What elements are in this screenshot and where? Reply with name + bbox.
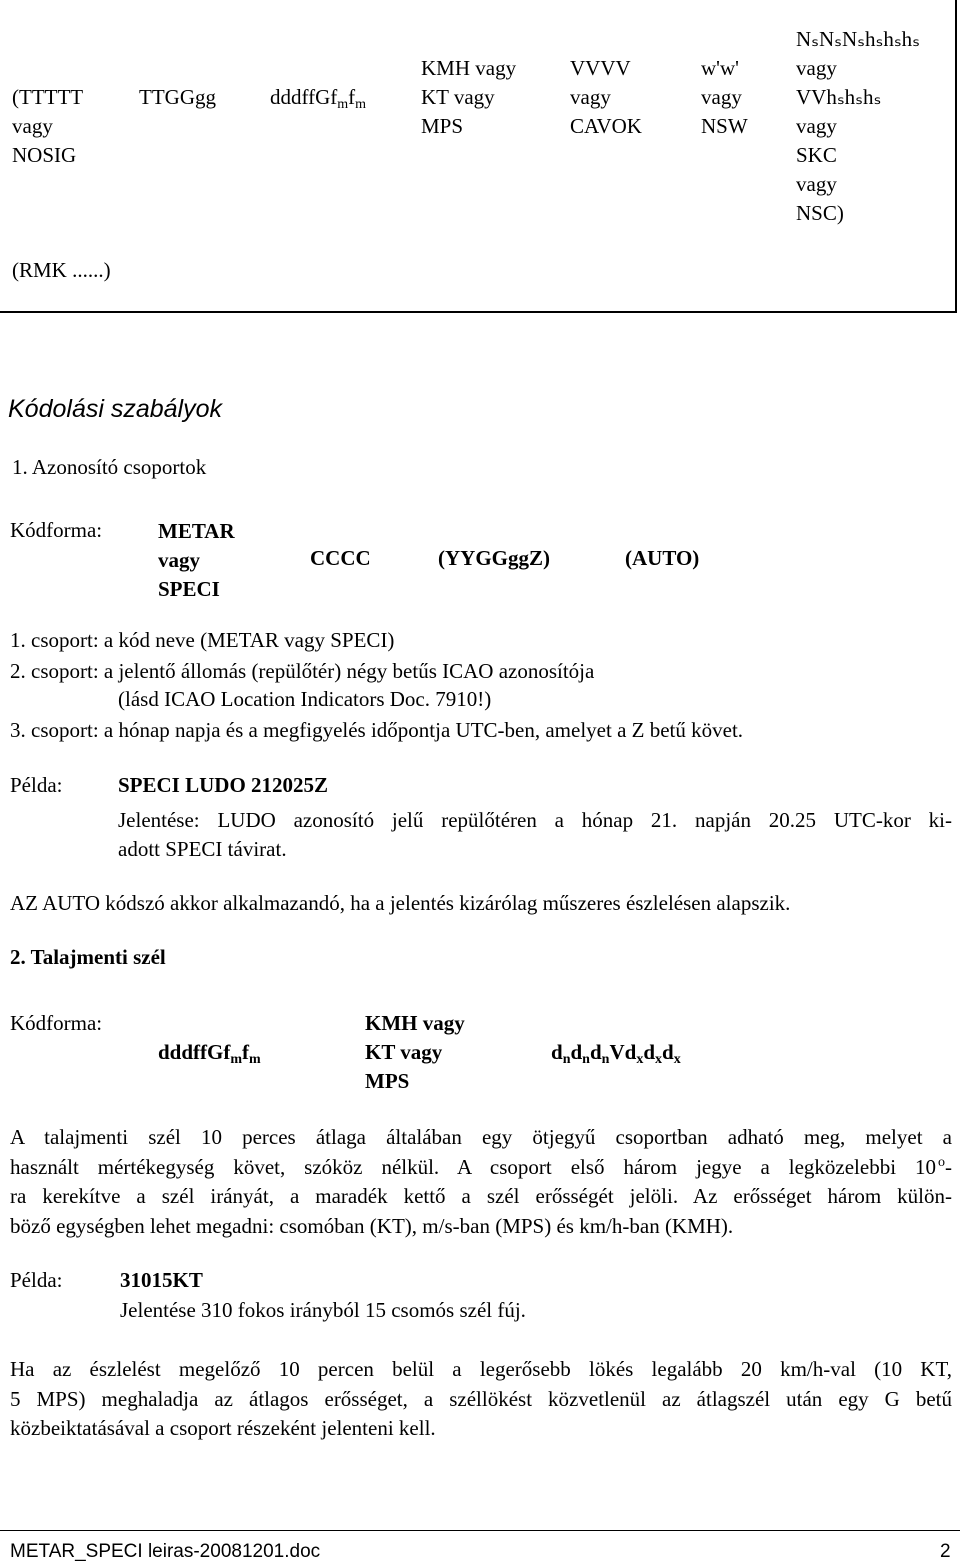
- table-col-visibility: [570, 54, 642, 141]
- wind-paragraph: [10, 1123, 952, 1241]
- unit-cell: MPS: [365, 1069, 410, 1093]
- code-text: d: [589, 1040, 602, 1064]
- table-cell: VVVV: [570, 56, 631, 80]
- table-cell: vagy: [796, 114, 837, 138]
- table-cell: vagy: [12, 114, 53, 138]
- unit-cell: KMH vagy: [365, 1011, 465, 1035]
- example-meaning-2: Jelentése 310 fokos irányból 15 csomós szél fúj.: [120, 1298, 526, 1322]
- table-cell: NOSIG: [12, 143, 77, 167]
- message-type-column: [158, 517, 235, 604]
- wind-code-group: [158, 1038, 261, 1067]
- code-text: dddffGf: [158, 1040, 231, 1064]
- table-cell: KT vagy: [421, 85, 495, 109]
- table-subscript: m: [355, 97, 367, 112]
- rmk-group: (RMK ......): [12, 258, 111, 282]
- table-cell: NSW: [701, 114, 748, 138]
- code-subscript: n: [582, 1052, 590, 1067]
- table-cell: vagy: [570, 85, 611, 109]
- wind-variation-group: [551, 1038, 681, 1067]
- degree-superscript: o: [938, 1154, 945, 1170]
- pelda-label-1: Példa:: [10, 773, 63, 797]
- table-cell: vagy: [796, 172, 837, 196]
- table-col-clouds: [796, 25, 920, 228]
- code-text: d: [551, 1040, 563, 1064]
- paragraph-line: Ha az észlelést megelőző 10 percen belül a legerősebb lökés legalább 20 km/h-val (10 KT,: [10, 1357, 952, 1381]
- example-meaning-1b: adott SPECI távirat.: [118, 837, 287, 861]
- table-cell: (TTTTT: [12, 85, 84, 109]
- table-col-tttt: [12, 83, 83, 170]
- group-2-note: (lásd ICAO Location Indicators Doc. 7910!): [118, 687, 492, 711]
- section-1-title: 1. Azonosító csoportok: [12, 455, 207, 479]
- paragraph-line: [10, 1153, 952, 1183]
- footer-page-number: 2: [940, 1541, 951, 1562]
- wind-units-column: [365, 1009, 465, 1096]
- kodforma-label-2: Kódforma:: [10, 1011, 103, 1035]
- code-subscript: n: [562, 1052, 571, 1067]
- code-subscript: m: [230, 1052, 243, 1067]
- code-cell: vagy: [158, 548, 200, 572]
- code-text: Vd: [609, 1040, 637, 1064]
- code-subscript: n: [601, 1052, 610, 1067]
- group-3-desc: 3. csoport: a hónap napja és a megfigyelés időpontja UTC-ben, amelyet a Z betű követ.: [10, 718, 744, 742]
- table-cell: w'w': [701, 56, 739, 80]
- code-text: f: [242, 1040, 250, 1064]
- section-2-title: 2. Talajmenti szél: [10, 945, 166, 969]
- table-cell: vagy: [796, 56, 837, 80]
- code-text: d: [662, 1040, 674, 1064]
- code-subscript: x: [673, 1052, 681, 1067]
- paragraph-line: böző egységben lehet megadni: csomóban (KT), m/s-ban (MPS) és km/h-ban (KMH).: [10, 1213, 734, 1238]
- table-cell: SKC: [796, 143, 837, 167]
- code-yyggggz: (YYGGggZ): [438, 546, 550, 570]
- table-subscript: m: [337, 97, 349, 112]
- table-cell: NₛNₛNₛhₛhₛhₛ: [796, 27, 921, 51]
- table-cell: CAVOK: [570, 114, 642, 138]
- footer-filename: METAR_SPECI leiras-20081201.doc: [10, 1541, 321, 1562]
- table-col-ttgggg: TTGGgg: [139, 85, 216, 109]
- table-col-weather: [701, 54, 748, 141]
- table-col-wind: [270, 83, 366, 112]
- footer-rule: [0, 1530, 960, 1531]
- page-heading: Kódolási szabályok: [8, 395, 223, 423]
- paragraph-text: használt mértékegység követ, szóköz nélkül. A csoport első három jegye a legközelebbi 10: [10, 1154, 936, 1179]
- group-2-desc: 2. csoport: a jelentő állomás (repülőtér) négy betűs ICAO azonosítója: [10, 659, 595, 683]
- group-1-desc: 1. csoport: a kód neve (METAR vagy SPECI): [10, 628, 395, 652]
- table-col-units: [421, 54, 516, 141]
- paragraph-line: 5 MPS) meghaladja az átlagos erősséget, a széllökést közvetlenül az átlagszél után egy G betű: [10, 1386, 952, 1411]
- table-cell: MPS: [421, 114, 464, 138]
- code-text: d: [643, 1040, 655, 1064]
- paragraph-line: A talajmenti szél 10 perces átlaga általában egy ötjegyű csoportban adható meg, melyet a: [10, 1125, 952, 1149]
- table-cell: dddffGf: [270, 85, 338, 109]
- paragraph-line: közbeiktatásával a csoport részeként jelenteni kell.: [10, 1416, 436, 1440]
- table-cell: f: [348, 85, 356, 109]
- pelda-label-2: Példa:: [10, 1268, 63, 1292]
- example-meaning-1: Jelentése: LUDO azonosító jelű repülőtéren a hónap 21. napján 20.25 UTC-kor ki-: [118, 808, 952, 832]
- kodforma-label-1: Kódforma:: [10, 518, 103, 542]
- table-cell: KMH vagy: [421, 56, 517, 80]
- example-code-2: 31015KT: [120, 1268, 203, 1292]
- code-cell: SPECI: [158, 577, 220, 601]
- code-auto: (AUTO): [625, 546, 700, 570]
- table-cell: VVhₛhₛhₛ: [796, 85, 882, 109]
- auto-note: AZ AUTO kódszó akkor alkalmazandó, ha a jelentés kizárólag műszeres észlelésen alapszik.: [10, 891, 791, 915]
- code-cell: METAR: [158, 519, 235, 543]
- table-cell: vagy: [701, 85, 742, 109]
- code-subscript: m: [249, 1052, 261, 1067]
- code-cccc: CCCC: [310, 546, 371, 570]
- code-subscript: x: [636, 1052, 644, 1067]
- code-text: d: [570, 1040, 583, 1064]
- unit-cell: KT vagy: [365, 1040, 443, 1064]
- example-code-1: SPECI LUDO 212025Z: [118, 773, 329, 797]
- gust-paragraph: [10, 1355, 952, 1444]
- table-cell: NSC): [796, 201, 844, 225]
- code-subscript: x: [655, 1052, 662, 1067]
- paragraph-line: ra kerekítve a szél irányát, a maradék kettő a szél erősségét jelöli. Az erősséget három külön-: [10, 1184, 952, 1208]
- paragraph-text: -: [945, 1154, 952, 1179]
